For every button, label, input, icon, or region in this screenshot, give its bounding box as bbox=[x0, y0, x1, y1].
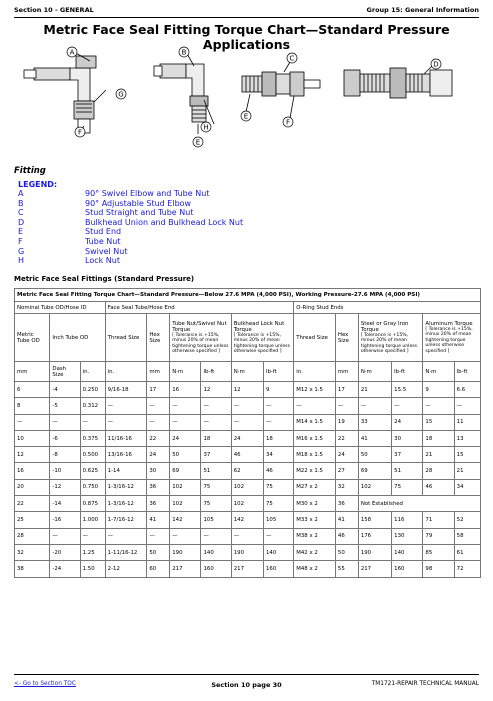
legend-item bbox=[18, 218, 243, 228]
callout-c bbox=[287, 53, 297, 63]
table-cell: 50 bbox=[147, 544, 170, 560]
table-cell: 105 bbox=[201, 512, 231, 528]
table-row bbox=[15, 561, 481, 577]
table-cell: 9 bbox=[264, 382, 294, 398]
legend-item bbox=[18, 256, 243, 266]
table-cell: 18 bbox=[423, 430, 454, 446]
table-row bbox=[15, 447, 481, 463]
table-cell: 13 bbox=[454, 430, 480, 446]
table-cell: 16 bbox=[15, 463, 50, 479]
table-cell: 24 bbox=[231, 430, 263, 446]
header-divider bbox=[14, 17, 479, 18]
table-cell: 71 bbox=[423, 512, 454, 528]
table-cell: M38 x 2 bbox=[294, 528, 336, 544]
table-cell: 11/16-16 bbox=[105, 430, 147, 446]
svg-text:F: F bbox=[77, 128, 83, 137]
header-steel-torque bbox=[358, 314, 423, 362]
table-cell: -8 bbox=[50, 447, 80, 463]
table-cell: 51 bbox=[392, 463, 423, 479]
table-cell: 41 bbox=[358, 430, 391, 446]
group-label: Group 15: General Information bbox=[366, 6, 479, 14]
table-cell: 75 bbox=[264, 479, 294, 495]
table-cell: 13/16-16 bbox=[105, 447, 147, 463]
table-cell: 18 bbox=[264, 430, 294, 446]
table-cell: 69 bbox=[170, 463, 201, 479]
table-cell: 52 bbox=[454, 512, 480, 528]
table-cell: — bbox=[80, 528, 105, 544]
table-cell: 28 bbox=[15, 528, 50, 544]
header-swivel-torque bbox=[170, 314, 231, 362]
table-cell: 72 bbox=[454, 561, 480, 577]
table-cell: — bbox=[170, 414, 201, 430]
header-metric-od: Metric Tube OD bbox=[15, 314, 50, 362]
section-label: Section 10 - GENERAL bbox=[14, 6, 94, 14]
legend-key: B bbox=[18, 198, 24, 208]
table-cell: 60 bbox=[147, 561, 170, 577]
table-cell: 176 bbox=[358, 528, 391, 544]
table-cell: 9 bbox=[423, 382, 454, 398]
bulkhead-torque-note: [ Tolerance is +15%, minus 20% of mean tightening torque unless otherwise specified ] bbox=[233, 332, 290, 354]
table-cell: 12 bbox=[201, 382, 231, 398]
legend-text: Lock Nut bbox=[85, 256, 120, 266]
table-cell: 62 bbox=[231, 463, 263, 479]
table-cell: — bbox=[454, 398, 480, 414]
svg-text:F: F bbox=[285, 118, 291, 127]
table-cell: — bbox=[147, 528, 170, 544]
table-row bbox=[15, 414, 481, 430]
table-cell: — bbox=[201, 528, 231, 544]
callout-f-2 bbox=[283, 117, 293, 127]
table-cell: 34 bbox=[454, 479, 480, 495]
table-cell: — bbox=[50, 528, 80, 544]
aluminum-torque-title: Aluminum Torque bbox=[425, 320, 473, 327]
table-cell: — bbox=[294, 398, 336, 414]
table-cell: 61 bbox=[454, 544, 480, 560]
table-cell: 0.312 bbox=[80, 398, 105, 414]
table-cell: 0.625 bbox=[80, 463, 105, 479]
table-cell: 190 bbox=[170, 544, 201, 560]
table-cell: 140 bbox=[264, 544, 294, 560]
unit-cell: mm bbox=[15, 362, 50, 382]
header-aluminum-torque bbox=[423, 314, 481, 362]
table-cell: 2-12 bbox=[105, 561, 147, 577]
table-cell: — bbox=[80, 414, 105, 430]
callout-f bbox=[75, 127, 85, 137]
table-cell: 102 bbox=[231, 479, 263, 495]
table-cell: 0.250 bbox=[80, 382, 105, 398]
table-cell: 24 bbox=[170, 430, 201, 446]
legend-text: 90° Adjustable Stud Elbow bbox=[85, 198, 192, 208]
table-cell: — bbox=[231, 528, 263, 544]
table-cell: 38 bbox=[15, 561, 50, 577]
table-cell: — bbox=[264, 398, 294, 414]
table-cell: — bbox=[231, 414, 263, 430]
table-cell: -6 bbox=[50, 430, 80, 446]
footer-divider bbox=[14, 674, 479, 675]
table-cell: 15.5 bbox=[392, 382, 423, 398]
table-cell: 69 bbox=[358, 463, 391, 479]
table-row bbox=[15, 382, 481, 398]
table-cell: — bbox=[264, 528, 294, 544]
table-cell: 9/16-18 bbox=[105, 382, 147, 398]
table-cell: 85 bbox=[423, 544, 454, 560]
stud-elbow-figure bbox=[154, 52, 214, 134]
unit-cell: lb-ft bbox=[392, 362, 423, 382]
torque-table bbox=[14, 288, 481, 578]
table-cell: 12 bbox=[15, 447, 50, 463]
table-cell: 1-11/16-12 bbox=[105, 544, 147, 560]
header-inch-od: Inch Tube OD bbox=[50, 314, 105, 362]
table-cell: -4 bbox=[50, 382, 80, 398]
table-cell: — bbox=[264, 414, 294, 430]
table-cell: 0.750 bbox=[80, 479, 105, 495]
table-cell: — bbox=[201, 398, 231, 414]
table-cell: 22 bbox=[335, 430, 358, 446]
header-oring-hex: Hex Size bbox=[335, 314, 358, 362]
bulkhead-union-figure bbox=[344, 66, 452, 98]
table-cell: 0.875 bbox=[80, 496, 105, 512]
table-cell: — bbox=[147, 414, 170, 430]
legend-item bbox=[18, 227, 243, 237]
table-cell: M18 x 1.5 bbox=[294, 447, 336, 463]
table-cell: -12 bbox=[50, 479, 80, 495]
table-cell: M48 x 2 bbox=[294, 561, 336, 577]
table-cell: 105 bbox=[264, 512, 294, 528]
table-cell: 102 bbox=[358, 479, 391, 495]
unit-cell: mm bbox=[147, 362, 170, 382]
table-cell: 16 bbox=[170, 382, 201, 398]
units-row bbox=[15, 362, 481, 382]
table-cell: 46 bbox=[423, 479, 454, 495]
header-bulkhead-torque bbox=[231, 314, 294, 362]
table-cell: 55 bbox=[335, 561, 358, 577]
table-cell: 0.375 bbox=[80, 430, 105, 446]
section-toc-link[interactable]: <- Go to Section TOC bbox=[14, 681, 76, 687]
table-cell: 160 bbox=[264, 561, 294, 577]
callout-e bbox=[193, 137, 203, 147]
table-cell: 41 bbox=[147, 512, 170, 528]
table-cell: 1-3/16-12 bbox=[105, 479, 147, 495]
table-cell: -14 bbox=[50, 496, 80, 512]
table-cell: 75 bbox=[264, 496, 294, 512]
unit-cell: in. bbox=[105, 362, 147, 382]
table-cell: 24 bbox=[392, 414, 423, 430]
table-cell: 160 bbox=[201, 561, 231, 577]
svg-text:C: C bbox=[289, 54, 295, 63]
svg-text:E: E bbox=[243, 112, 249, 121]
table-cell: 217 bbox=[358, 561, 391, 577]
unit-cell: N·m bbox=[358, 362, 391, 382]
table-cell: 12 bbox=[231, 382, 263, 398]
unit-cell: in. bbox=[294, 362, 336, 382]
page-number: Section 10 page 30 bbox=[211, 681, 282, 689]
callout-g bbox=[116, 89, 126, 99]
group-header-oring: O-Ring Stud Ends bbox=[294, 302, 481, 314]
table-cell: 21 bbox=[423, 447, 454, 463]
table-row bbox=[15, 463, 481, 479]
table-cell: 142 bbox=[170, 512, 201, 528]
svg-text:H: H bbox=[203, 123, 209, 132]
table-cell: 1.25 bbox=[80, 544, 105, 560]
table-cell: 22 bbox=[15, 496, 50, 512]
table-cell: — bbox=[50, 414, 80, 430]
table-cell: — bbox=[335, 398, 358, 414]
table-cell: 50 bbox=[358, 447, 391, 463]
stud-straight-figure bbox=[242, 62, 320, 118]
table-cell: 24 bbox=[147, 447, 170, 463]
unit-cell: lb-ft bbox=[454, 362, 480, 382]
legend-key: G bbox=[18, 246, 25, 256]
legend-key: A bbox=[18, 189, 24, 198]
legend-text: Stud Straight and Tube Nut bbox=[85, 208, 194, 218]
callout-b bbox=[179, 47, 189, 57]
table-caption: Metric Face Seal Fitting Torque Chart—Standard Pressure—Below 27.6 MPA (4,000 PSI), Working Pressure-27.6 MPA (4,000 PSI) bbox=[15, 289, 481, 302]
table-row bbox=[15, 479, 481, 495]
table-cell: 190 bbox=[231, 544, 263, 560]
swivel-torque-title: Tube Nut/Swivel Nut Torque bbox=[172, 320, 227, 333]
legend-key: F bbox=[18, 236, 23, 246]
callout-e-2 bbox=[241, 111, 251, 121]
table-cell: 46 bbox=[231, 447, 263, 463]
table-cell: — bbox=[170, 398, 201, 414]
table-cell: — bbox=[105, 398, 147, 414]
table-cell: 25 bbox=[15, 512, 50, 528]
table-cell: 98 bbox=[423, 561, 454, 577]
table-cell: 15 bbox=[454, 447, 480, 463]
table-cell: 36 bbox=[147, 496, 170, 512]
table-cell: — bbox=[423, 398, 454, 414]
table-cell: 32 bbox=[15, 544, 50, 560]
table-cell: 33 bbox=[358, 414, 391, 430]
table-cell: 1-7/16-12 bbox=[105, 512, 147, 528]
callout-d bbox=[431, 59, 441, 69]
legend-key: H bbox=[18, 256, 25, 266]
table-cell: 19 bbox=[335, 414, 358, 430]
legend-key: C bbox=[18, 208, 24, 218]
table-cell: M22 x 1.5 bbox=[294, 463, 336, 479]
svg-text:A: A bbox=[69, 48, 75, 57]
table-cell: -20 bbox=[50, 544, 80, 560]
legend-title: LEGEND: bbox=[18, 180, 58, 189]
table-cell: 1-14 bbox=[105, 463, 147, 479]
table-cell: 24 bbox=[335, 447, 358, 463]
table-cell: 34 bbox=[264, 447, 294, 463]
swivel-elbow-figure bbox=[24, 52, 106, 133]
table-cell: 6.6 bbox=[454, 382, 480, 398]
table-row bbox=[15, 496, 481, 512]
table-cell: M16 x 1.5 bbox=[294, 430, 336, 446]
manual-title: TM1721-REPAIR TECHNICAL MANUAL bbox=[371, 681, 479, 687]
group-header-nominal: Nominal Tube OD/Hose ID bbox=[15, 302, 106, 314]
fittings-illustration bbox=[14, 46, 479, 156]
table-cell: 17 bbox=[335, 382, 358, 398]
table-cell: 10 bbox=[15, 430, 50, 446]
table-cell: M33 x 2 bbox=[294, 512, 336, 528]
svg-text:B: B bbox=[181, 48, 187, 57]
unit-cell: in. bbox=[80, 362, 105, 382]
table-cell: 37 bbox=[392, 447, 423, 463]
table-cell: 17 bbox=[147, 382, 170, 398]
steel-torque-title: Steel or Gray Iron Torque bbox=[360, 320, 409, 333]
table-cell: 1-3/16-12 bbox=[105, 496, 147, 512]
table-cell: 28 bbox=[423, 463, 454, 479]
table-cell: 20 bbox=[15, 479, 50, 495]
legend-item bbox=[18, 208, 243, 218]
table-cell: -24 bbox=[50, 561, 80, 577]
table-subtitle: Metric Face Seal Fittings (Standard Pressure) bbox=[14, 275, 195, 283]
unit-cell: N·m bbox=[170, 362, 201, 382]
header-oring-thread: Thread Size bbox=[294, 314, 336, 362]
table-cell: 190 bbox=[358, 544, 391, 560]
table-row bbox=[15, 398, 481, 414]
page-title: Metric Face Seal Fitting Torque Chart—Standard Pressure Applications bbox=[43, 22, 450, 52]
table-cell: — bbox=[105, 414, 147, 430]
table-cell: 102 bbox=[231, 496, 263, 512]
table-cell: M14 x 1.5 bbox=[294, 414, 336, 430]
callout-a bbox=[67, 47, 77, 57]
table-cell: 41 bbox=[335, 512, 358, 528]
table-cell: 217 bbox=[231, 561, 263, 577]
unit-cell: N·m bbox=[231, 362, 263, 382]
legend-item bbox=[18, 199, 243, 209]
table-cell: 46 bbox=[335, 528, 358, 544]
table-cell: 50 bbox=[335, 544, 358, 560]
legend-text: Bulkhead Union and Bulkhead Lock Nut bbox=[85, 217, 244, 227]
table-cell: 15 bbox=[423, 414, 454, 430]
table-cell: Not Established bbox=[358, 496, 480, 512]
table-cell: M30 x 2 bbox=[294, 496, 336, 512]
table-cell: 58 bbox=[454, 528, 480, 544]
svg-text:D: D bbox=[433, 60, 439, 69]
table-cell: M42 x 2 bbox=[294, 544, 336, 560]
unit-cell: lb-ft bbox=[264, 362, 294, 382]
unit-cell: mm bbox=[335, 362, 358, 382]
unit-cell: lb-ft bbox=[201, 362, 231, 382]
table-cell: — bbox=[105, 528, 147, 544]
table-cell: M12 x 1.5 bbox=[294, 382, 336, 398]
steel-torque-note: [ Tolerance is +15%, minus 20% of mean tightening torque unless otherwise specified ] bbox=[360, 332, 418, 354]
table-cell: 6 bbox=[15, 382, 50, 398]
legend-text: Swivel Nut bbox=[85, 246, 128, 256]
table-cell: — bbox=[170, 528, 201, 544]
table-cell: — bbox=[358, 398, 391, 414]
table-cell: 116 bbox=[392, 512, 423, 528]
table-row bbox=[15, 544, 481, 560]
legend-text: Tube Nut bbox=[85, 236, 121, 246]
table-cell: 11 bbox=[454, 414, 480, 430]
table-cell: 36 bbox=[335, 496, 358, 512]
fitting-label: Fitting bbox=[14, 166, 46, 176]
table-cell: — bbox=[147, 398, 170, 414]
table-cell: — bbox=[231, 398, 263, 414]
table-cell: 142 bbox=[231, 512, 263, 528]
table-cell: 32 bbox=[335, 479, 358, 495]
table-cell: 1.50 bbox=[80, 561, 105, 577]
table-cell: — bbox=[15, 414, 50, 430]
legend-text: 90° Swivel Elbow and Tube Nut bbox=[85, 189, 210, 198]
table-cell: -16 bbox=[50, 512, 80, 528]
table-cell: 18 bbox=[201, 430, 231, 446]
bulkhead-torque-title: Bulkhead Lock Nut Torque bbox=[233, 320, 285, 333]
table-cell: 30 bbox=[392, 430, 423, 446]
svg-text:G: G bbox=[118, 90, 124, 99]
legend-key: E bbox=[18, 227, 24, 237]
table-cell: 158 bbox=[358, 512, 391, 528]
table-cell: 102 bbox=[170, 496, 201, 512]
table-cell: 0.500 bbox=[80, 447, 105, 463]
legend-item bbox=[18, 237, 243, 247]
callout-h bbox=[201, 122, 211, 132]
group-header-face-seal: Face Seal Tube/Hose End bbox=[105, 302, 294, 314]
table-cell: 130 bbox=[392, 528, 423, 544]
legend-item bbox=[18, 189, 243, 199]
unit-cell: Dash Size bbox=[50, 362, 80, 382]
aluminum-torque-note: [ Tolerance is +15%, minus 20% of mean tightening torque unless otherwise specified ] bbox=[425, 326, 473, 354]
table-row bbox=[15, 512, 481, 528]
table-cell: 79 bbox=[423, 528, 454, 544]
svg-text:E: E bbox=[195, 138, 201, 147]
table-cell: -10 bbox=[50, 463, 80, 479]
table-cell: — bbox=[392, 398, 423, 414]
table-cell: 22 bbox=[147, 430, 170, 446]
table-cell: 37 bbox=[201, 447, 231, 463]
header-hex-size: Hex Size bbox=[147, 314, 170, 362]
table-cell: -5 bbox=[50, 398, 80, 414]
table-cell: 140 bbox=[201, 544, 231, 560]
legend-key: D bbox=[18, 217, 25, 227]
table-cell: 50 bbox=[170, 447, 201, 463]
table-cell: 75 bbox=[201, 479, 231, 495]
table-cell: 51 bbox=[201, 463, 231, 479]
table-cell: M27 x 2 bbox=[294, 479, 336, 495]
header-thread-size: Thread Size bbox=[105, 314, 147, 362]
table-row bbox=[15, 430, 481, 446]
table-cell: 75 bbox=[201, 496, 231, 512]
table-cell: 102 bbox=[170, 479, 201, 495]
table-cell: 75 bbox=[392, 479, 423, 495]
swivel-torque-note: [ Tolerance is +15%, minus 20% of mean tightening torque unless otherwise specified ] bbox=[172, 332, 229, 354]
table-cell: 27 bbox=[335, 463, 358, 479]
table-cell: 46 bbox=[264, 463, 294, 479]
table-cell: 1.000 bbox=[80, 512, 105, 528]
table-cell: 21 bbox=[358, 382, 391, 398]
table-cell: 21 bbox=[454, 463, 480, 479]
unit-cell: N·m bbox=[423, 362, 454, 382]
table-cell: 160 bbox=[392, 561, 423, 577]
table-cell: 140 bbox=[392, 544, 423, 560]
legend-text: Stud End bbox=[85, 227, 122, 237]
table-cell: — bbox=[201, 414, 231, 430]
legend-item bbox=[18, 247, 243, 257]
legend bbox=[18, 180, 243, 266]
table-cell: 36 bbox=[147, 479, 170, 495]
table-row bbox=[15, 528, 481, 544]
table-cell: 217 bbox=[170, 561, 201, 577]
table-cell: 8 bbox=[15, 398, 50, 414]
table-cell: 30 bbox=[147, 463, 170, 479]
